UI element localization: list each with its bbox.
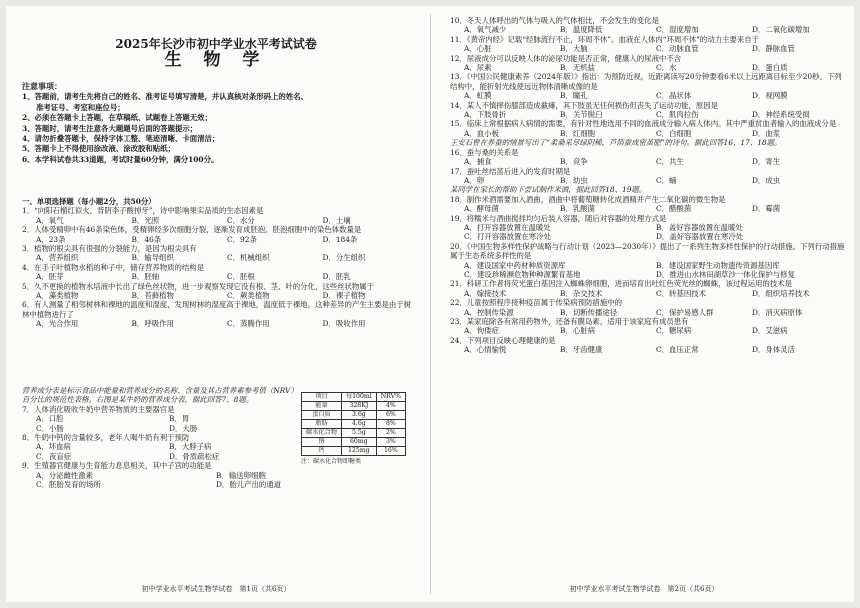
table-row [302, 438, 406, 447]
option: B．关节脱臼 [560, 110, 603, 120]
question-stem: 17．蚕吐丝结茧后进入的发育时期是 [450, 166, 571, 176]
option: D．神经系统受损 [752, 110, 810, 120]
option: C．白细胞 [656, 128, 692, 138]
table-cell: 16% [376, 447, 405, 456]
option: A．血小板 [464, 128, 499, 138]
option: D．大肠 [169, 423, 198, 433]
table-cell: 钠 [302, 438, 342, 447]
note-line: 2、必须在答题卡上答题，在草稿纸、试题卷上答题无效； [22, 113, 212, 123]
page-footer: 初中学业水平考试生物学试卷 第1页（共6页） [141, 584, 291, 593]
table-row [302, 411, 406, 420]
question-stem: 10．冬天人体呼出的气体与吸入的气体相比，不会发生的变化是 [450, 16, 659, 25]
option: A．控制传染源 [464, 307, 514, 317]
question-stem: 13．《中国公民健康素养（2024年版）》指出：为预防近视，近距离读写20分钟要看6米以上远距离目标至少20秒。下列结构中，能折射光线使远近物体清晰成像的是 [450, 72, 842, 91]
question-stem: 15．临床上常根据病人病情的需要，有针对性地选用不同的血液成分输入病人体内。其中严重贫血者输入的血液成分是 [450, 119, 837, 129]
option: B．46条 [131, 234, 162, 244]
question-stem: 6．有人测量了相邻树林和裸地的温度和湿度，发现树林的湿度高于裸地，温度低于裸地。这种差异的产生主要是由于树林中植物进行了 [22, 300, 412, 319]
option: D．胎儿产出的通道 [216, 480, 282, 490]
option: D．分生组织 [322, 253, 366, 263]
question [450, 148, 848, 167]
option: C．机械组织 [227, 253, 270, 263]
question-stem: 20．《中国生物多样性保护战略与行动计划（2023—2030年）》提出了一系列生物多样性保护的行动措施。下列行动措施属于生态系统多样性的是 [450, 241, 845, 261]
option: D．视网膜 [752, 91, 788, 101]
option: A．打开容器放置在温暖处 [464, 222, 551, 232]
option: A．心情愉悦 [464, 345, 507, 355]
table-row [302, 429, 406, 438]
nutrition-block [22, 386, 302, 489]
option: A．光合作用 [36, 319, 79, 329]
options [22, 272, 418, 281]
question [450, 317, 848, 336]
option: A．建设国家中药材种质资源库 [464, 260, 566, 270]
table-row [302, 447, 406, 456]
question [450, 298, 848, 317]
question [22, 300, 418, 328]
question-stem: 23．某家庭除各有常用药物外，还备有膜岛素，适用于该家庭有成员患有 [450, 317, 689, 326]
table-cell: 碳水化合物 [302, 429, 342, 438]
option: B．输送卵细胞 [216, 470, 266, 480]
option: D．裸子植物 [322, 291, 366, 301]
table-cell: 4% [376, 402, 405, 411]
options [22, 253, 418, 262]
left-questions [22, 197, 418, 329]
table-cell: 2% [376, 429, 405, 438]
option: C．动脉血管 [656, 44, 699, 54]
option: B．呼吸作用 [131, 319, 174, 329]
option: C．蒸腾作用 [227, 319, 270, 329]
question [22, 225, 418, 244]
option: C．夜盲症 [36, 451, 72, 461]
table-caption: 注：碳水化合物即糖类 [301, 458, 362, 465]
option: A．藻类植物 [36, 291, 79, 301]
option: D．霉菌 [752, 204, 781, 214]
question [22, 206, 418, 225]
subject-title: 生 物 学 [164, 50, 268, 70]
page-divider [430, 14, 431, 594]
question [450, 167, 848, 186]
question [450, 16, 848, 35]
option: D．艾滋病 [752, 326, 788, 336]
question [450, 279, 848, 298]
option: B．心脏病 [560, 326, 595, 336]
option: B．建设国家野生动物遗传资源基因库 [656, 260, 780, 270]
option: A．分泌雌性激素 [36, 470, 94, 480]
option: D．推进山水林田湖草沙一体化保护与修复 [656, 269, 795, 279]
note-line: 5、答题卡上不得使用涂改液、涂改胶和贴纸； [22, 144, 175, 154]
options [22, 480, 396, 489]
options [450, 223, 848, 232]
option: B．无机盐 [560, 63, 595, 73]
option: B．幼虫 [560, 175, 588, 185]
options [450, 25, 848, 34]
question [450, 54, 848, 73]
note-line: 准考证号、考室和座位号； [36, 102, 125, 112]
table-cell: 能量 [302, 402, 342, 411]
option: A．尿素 [464, 63, 492, 73]
option: B．胚轴 [131, 272, 160, 282]
options [22, 471, 396, 480]
option: D．土壤 [322, 215, 351, 225]
option: B．红细胞 [560, 128, 595, 138]
option: D．身体灵活 [752, 345, 795, 355]
option: A．氧气 [36, 215, 64, 225]
note-line: 3、答题时，请考生注意各大题题号后面的答题提示； [22, 123, 198, 133]
options [22, 414, 302, 423]
option: C．保护易感人群 [656, 307, 714, 317]
table-cell: 8% [376, 420, 405, 429]
option: B．温度降低 [560, 25, 603, 35]
question-stem: 24．下列项目反映心理健康的是 [450, 335, 556, 345]
option: D．骨质疏松症 [169, 451, 220, 461]
option: C．建设珍稀濒危物种种源繁育基地 [464, 269, 581, 279]
question [22, 282, 418, 301]
option: C．湿度增加 [656, 25, 699, 35]
question-stem: 14．某人不慎摔伤膝部造成截瘫，其下肢虽无任何损伤但丧失了运动功能，原因是 [450, 100, 719, 110]
notes-block [22, 82, 418, 165]
exam-sheet [6, 6, 854, 602]
option: A．23条 [36, 234, 66, 244]
option: C．醋酸菌 [656, 204, 692, 214]
question [450, 35, 848, 54]
question [22, 263, 418, 282]
nutrition-table [301, 392, 406, 456]
option: A．口腔 [36, 414, 64, 424]
options [450, 270, 848, 279]
poem-note: 王安石曾在养蚕的情景写出了“柔桑采尽绿阴稀，芦箔蚕成密茧肥”的诗句。据此回答16、17、18题。 [450, 138, 782, 148]
option: D．成虫 [752, 175, 781, 185]
option: D．胚乳 [322, 272, 351, 282]
options [450, 44, 848, 53]
option: C．92条 [227, 234, 257, 244]
options [22, 216, 418, 225]
options [450, 157, 848, 166]
option: A．胚芽 [36, 272, 64, 282]
question-stem: 3．植物的根尖具有很强的分裂能力，是因为根尖具有 [22, 244, 197, 254]
page-2 [434, 6, 854, 602]
options [450, 326, 848, 335]
options [450, 63, 848, 72]
option: D．蛋白质 [752, 63, 788, 73]
options [450, 261, 848, 270]
question-stem: 18．制作米酒需要加入酒曲，酒曲中将葡萄糖转化成酒精并产生二氧化碳的微生物是 [450, 194, 726, 204]
question [450, 336, 848, 355]
right-questions [450, 16, 848, 355]
question-stem: 4．在手子叶植物水稻的种子中，储存营养物质的结构是 [22, 262, 205, 272]
note-line: 1、答题前，请考生先将自己的姓名、准考证号填写清楚，并认真核对条形码上的姓名、 [22, 92, 308, 102]
options [22, 442, 302, 451]
question-stem: 16．蚕与桑的关系是 [450, 147, 519, 157]
option: C．血压正常 [656, 345, 699, 355]
options [450, 91, 848, 100]
option: D．184条 [322, 234, 358, 244]
options [450, 129, 848, 138]
question [450, 119, 848, 138]
option: C．蛹 [656, 175, 677, 185]
option: A．心脏 [464, 44, 492, 54]
option: D．吸收作用 [322, 319, 366, 329]
table-cell: 脂肪 [302, 420, 342, 429]
question [450, 195, 848, 214]
table-cell: 60mg [341, 438, 376, 447]
table-header: 每100ml [341, 393, 376, 402]
table-cell: 328KJ [341, 402, 376, 411]
option: B．大脖子病 [169, 442, 212, 452]
question [22, 433, 302, 461]
question [450, 242, 848, 280]
option: B．盖好容器放置在温暖处 [656, 222, 743, 232]
options [22, 235, 418, 244]
option: D．盖好容器放置在寒冷处 [656, 232, 744, 242]
question-stem: 5．久不更换的植物水培液中长出了绿色丝状物，进一步观察发现它没有根、茎、叶的分化，这些丝状物属于 [22, 281, 375, 291]
table-row [302, 402, 406, 411]
option: B．杂交技术 [560, 288, 603, 298]
options [450, 232, 848, 241]
option: D．二氧化碳增加 [752, 25, 810, 35]
options [22, 452, 302, 461]
option: D．寄生 [752, 157, 781, 167]
question [22, 244, 418, 263]
option: C．蕨类植物 [227, 291, 270, 301]
option: A．营养组织 [36, 253, 79, 263]
option: B．胃 [169, 414, 190, 424]
table-header: NRV% [376, 393, 405, 402]
question [450, 214, 848, 242]
option: B．苔藓植物 [131, 291, 174, 301]
table-cell: 125mg [341, 447, 376, 456]
option: D．组织培养技术 [752, 288, 810, 298]
option: A．嫁接技术 [464, 288, 507, 298]
table-row [302, 420, 406, 429]
option: C．转基因技术 [656, 288, 706, 298]
notes-title: 注意事项： [22, 81, 62, 91]
option: A．佝偻症 [464, 326, 499, 336]
option: A．下肢骨折 [464, 110, 507, 120]
option: A．捕食 [464, 157, 492, 167]
question-stem: 7．人体消化吸收牛奶中营养物质的主要器官是 [22, 404, 175, 414]
note-line: 4、请勿折叠答题卡，保持字体工整、笔迹清晰、卡面清洁； [22, 134, 220, 144]
table-cell: 3% [376, 438, 405, 447]
options [450, 308, 848, 317]
option: C．小肠 [36, 423, 64, 433]
table-header-row [302, 393, 406, 402]
option: C．肌肉拉伤 [656, 110, 699, 120]
options [450, 204, 848, 213]
table-cell: 蛋白质 [302, 411, 342, 420]
option: C．打开容器放置在寒冷处 [464, 232, 551, 242]
option: A．氧气减少 [464, 25, 507, 35]
options [22, 291, 418, 300]
question-stem: 19．将糯米与酒曲搅拌均匀后装入容器，随后对容器的处理方式是 [450, 213, 667, 223]
option: B．大脑 [560, 44, 588, 54]
option: C．共生 [656, 157, 684, 167]
nutrition-intro: 营养成分表是标示食品中能量和营养成分的名称、含量及其占营养素参考值（NRV）百分比的规范性表格。右图是某牛奶的营养成分表，据此回答7、8题。 [22, 386, 295, 405]
question-stem: 22．儿童按照程序接种疫苗属于传染病预防措施中的 [450, 298, 623, 308]
options [450, 345, 848, 354]
exam-title: 2025年长沙市初中学业水平考试试卷 [115, 37, 317, 51]
option: B．切断传播途径 [560, 307, 618, 317]
option: B．乳酸菌 [560, 204, 595, 214]
table-cell: 钙 [302, 447, 342, 456]
option: C．胚根 [227, 272, 255, 282]
table-cell: 5.5g [341, 429, 376, 438]
options [450, 110, 848, 119]
table-cell: 4.6g [341, 420, 376, 429]
options [22, 424, 302, 433]
option: B．竞争 [560, 157, 588, 167]
question-stem: 8．牛奶中钙的含量较多，老年人喝牛奶有利于预防 [22, 433, 190, 443]
option: D．消灭病原体 [752, 307, 803, 317]
question [450, 72, 848, 100]
question [22, 405, 302, 433]
option: C．水分 [227, 215, 255, 225]
options [450, 289, 848, 298]
question-stem: 1．“向阳石榴红似火，背阴李子酸掉牙”，诗中影响果实品质的生态因素是 [22, 206, 264, 216]
page-footer: 初中学业水平考试生物学试卷 第2页（共6页） [569, 584, 719, 593]
option: B．光照 [131, 215, 160, 225]
option: D．血浆 [752, 128, 781, 138]
page-1 [6, 6, 426, 602]
option: A．卵 [464, 175, 485, 185]
option: C．水 [656, 63, 677, 73]
option: B．牙齿健康 [560, 345, 603, 355]
options [22, 319, 418, 328]
option: A．虹膜 [464, 91, 492, 101]
option: A．酵母菌 [464, 204, 499, 214]
question-stem: 12．尿液成分可以反映人体的泌尿功能是否正常，健康人的尿液中不含 [450, 53, 682, 63]
question-stem: 9．生殖器官健康与生育能力息息相关，其中子宫的功能是 [22, 461, 212, 471]
table-cell: 3.6g [341, 411, 376, 420]
question [450, 101, 848, 120]
section-heading: 一、单项选择题（每小题2分，共50分） [22, 197, 156, 206]
question-stem: 21．科研工作者将荧光蛋白基因注入蜘蛛卵细胞，进而培育出吐红色荧光丝的蜘蛛，该过程运用的技术是 [450, 279, 792, 289]
option: D．静脉血管 [752, 44, 795, 54]
option: C．糖尿病 [656, 326, 692, 336]
table-cell: 6% [376, 411, 405, 420]
table-header: 项目 [302, 393, 342, 402]
wine-note: 某同学在家长的帮助下尝试制作米酒，据此回答18、19题。 [450, 185, 647, 195]
option: B．瞳孔 [560, 91, 588, 101]
option: C．胚胎发育的场所 [36, 480, 101, 490]
note-line: 6、本学科试卷共33道题，考试时量60分钟，满分100分。 [22, 154, 219, 164]
option: B．输导组织 [131, 253, 174, 263]
options [450, 176, 848, 185]
nutrition-table-wrap [301, 392, 406, 466]
option: A．坏血病 [36, 442, 71, 452]
question-stem: 11．《黄帝内经》记载“经脉流行不止，环周不休”。血液在人体内“环周不休”的动力主要来自于 [450, 34, 760, 44]
question-stem: 2．人体受精卵中有46条染色体，受精卵经多次细胞分裂，逐渐发育成胚泡。胚泡细胞中的染色体数量是 [22, 225, 362, 235]
option: C．晶状体 [656, 91, 692, 101]
